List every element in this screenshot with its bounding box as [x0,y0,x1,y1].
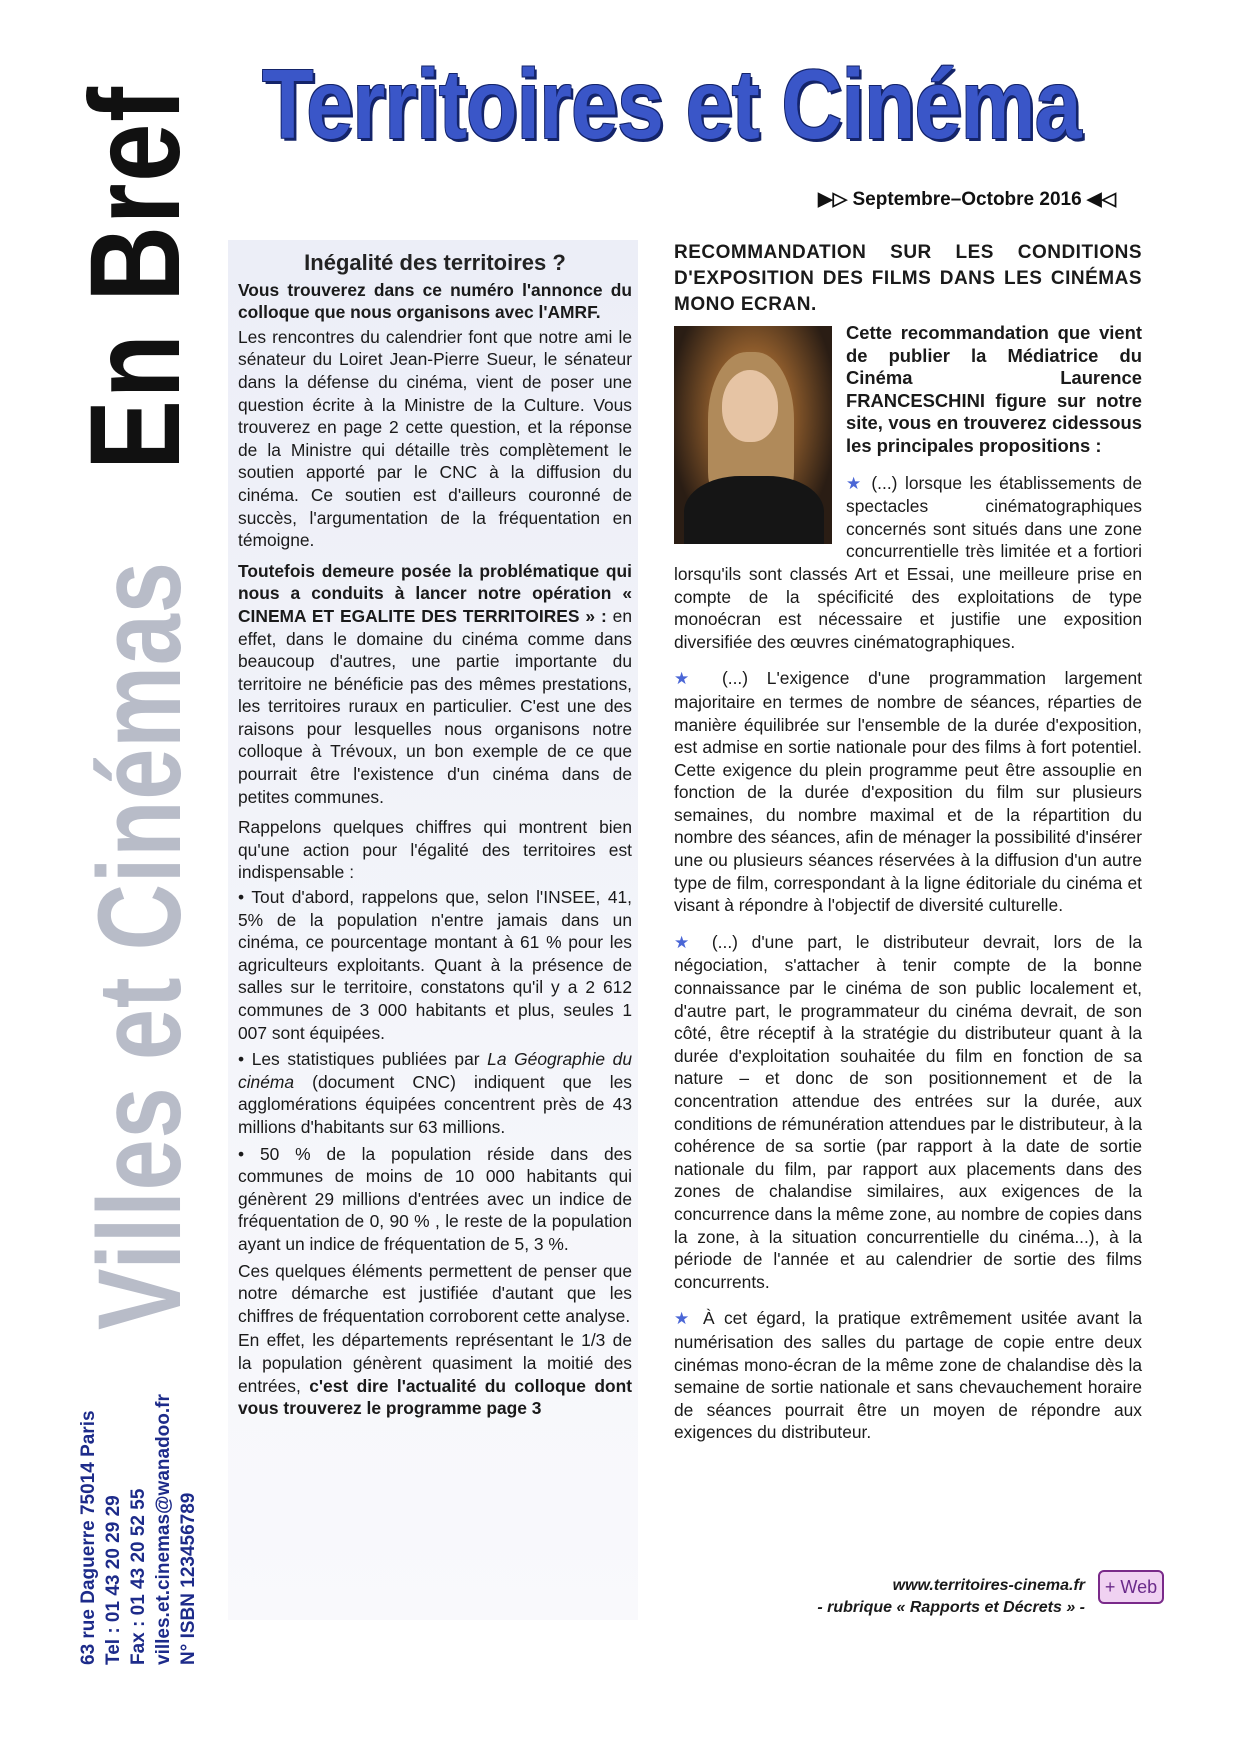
isbn-line: N° ISBN 123456789 [178,1492,199,1665]
fax-line: Fax : 01 43 20 52 55 [128,1488,149,1665]
proposal-item [674,667,1142,917]
en-bref-label: En Bref [64,85,207,471]
left-heading: Inégalité des territoires ? [304,250,566,275]
issue-date: ▶▷ Septembre–Octobre 2016 ◀◁ [818,189,1117,210]
proposal-item [674,1307,1142,1444]
paragraph: Ces quelques éléments permettent de penser que notre démarche est justifiée d'autant que les chiffres de fréquentation corroborent cette analyse. [238,1260,632,1326]
intro-paragraph: Vous trouverez dans ce numéro l'annonce du colloque que nous organisons avec l'AMRF. [238,279,632,323]
portrait-body [684,476,824,544]
web-badge-button[interactable]: + Web [1098,1570,1164,1604]
left-column [238,252,632,1428]
star-icon: ★ [846,473,864,493]
paragraph [238,1329,632,1419]
bullet-text: (document CNC) indiquent que les agglomérations équipées concentrent près de 43 millions d'habitants sur 63 millions. [238,1071,632,1137]
paragraph: Les rencontres du calendrier font que notre ami le sénateur du Loiret Jean-Pierre Sueur, le sénateur dans la défense du cinéma, vient de poser une question écrite à la Ministre de la Culture. Vous trouverez en page 2 cette question, et la réponse de la Ministre qui détaille très complètement le soutien apporté par le CNC à la diffusion du cinéma. Ce soutien est d'ailleurs couronné de succès, l'argumentation de la fréquentation en témoigne. [238,326,632,551]
proposal-item [674,931,1142,1294]
footer-reference [745,1575,1085,1619]
proposal-text: (...) d'une part, le distributeur devrait, lors de la négociation, s'attacher à tenir compte de la bonne connaissance par le cinéma de son public localement et, d'autre part, le programmateur du cinéma devrait, de son côté, être réceptif à la stratégie du distributeur quant à la durée d'exploitation souhaitée du film en fonction de sa nature – et donc de son positionnement et de la concentration attendue des entrées sur la durée, aux conditions de rémunération attendues par le distributeur, à la cohérence de sa sortie (par rapport à la date de sortie nationale du film, par rapport aux placements dans des zones de chalandise similaires, aux exigences de la concurrence dans la même zone, au nombre de copies dans la zone, à la situation concurrentielle du cinéma...), à la période de l'année et au calendrier de sortie des films concurrents. [674,931,1142,1292]
paragraph: Rappelons quelques chiffres qui montrent bien qu'une action pour l'égalité des territoires est indispensable : [238,817,632,883]
proposal-text: (...) lorsque les établissements de spectacles cinématographiques concernés sont situés dans une zone concurrentielle très limitée et a fortiori lorsqu'ils sont classés Art et Essai, une meilleure prise en compte de la spécificité des exploitations de type monoécran est nécessaire et justifie une exposition diversifiée des œuvres cinématographiques. [674,472,1143,652]
star-icon: ★ [674,1309,694,1329]
star-icon: ★ [674,669,704,689]
bullet-item: • 50 % de la population réside dans des communes de moins de 10 000 habitants qui génèrent 29 millions d'entrées avec un indice de fréquentation de 0, 90 % , le reste de la population ayant un indice de fréquentation de 5, 3 %. [238,1143,632,1254]
star-icon: ★ [674,932,699,952]
email-link[interactable]: villes.et.cinemas@wanadoo.fr [153,1394,174,1665]
villes-et-cinemas-logo: Villes et Cinémas [74,561,206,1330]
bullet-item: • Tout d'abord, rappelons que, selon l'INSEE, 41, 5% de la population n'entre jamais dans un cinéma, ce pourcentage montant à 61 % pour les agriculteurs exploitants. Quant à la présence de salles sur le territoire, constatons qu'il y a 2 612 communes de 3 000 habitants et plus, seules 1 007 sont équipées. [238,887,632,1043]
page-title: Territoires et Cinéma [262,49,1081,159]
bullet-item [238,1048,632,1138]
right-column [674,240,1142,1452]
paragraph-bold: c'est dire l'actualité du colloque dont vous trouverez le programme page 3 [238,1375,632,1419]
paragraph-text: En effet, les départements représentant le 1/3 de la population génèrent quasiment la moitié des entrées, [238,1330,632,1396]
paragraph [238,560,632,809]
paragraph-bold: Toutefois demeure posée la problématique qui nous a conduits à lancer notre opération « CINEMA ET EGALITE DES TERRITOIRES » : [238,560,632,626]
rubrique-label: - rubrique « Rapports et Décrets » - [817,1599,1085,1616]
website-link[interactable]: www.territoires-cinema.fr [892,1577,1085,1594]
proposal-text: À cet égard, la pratique extrêmement usitée avant la numérisation des salles du partage de copie entre deux cinémas mono-écran de la même zone de chalandise dès la semaine de sortie nationale et sans chevauchement horaire de séances pourrait être un moyen de répondre aux exigences du distributeur. [674,1308,1142,1443]
proposal-text: (...) L'exigence d'une programmation largement majoritaire en termes de nombre de séances, réparties de manière équilibrée sur l'ensemble de la durée d'exposition, est admise en sortie nationale pour des films à fort potentiel. Cette exigence du plein programme peut être assouplie en fonction de la durée d'exposition du film sur plusieurs semaines, du nombre maximal et de la répartition du nombre des séances, afin de ménager la possibilité d'insérer une ou plusieurs séances réservées à la diffusion d'un autre type de film, correspondant à la ligne éditoriale du cinéma et visant à répondre à l'objectif de diversité culturelle. [674,668,1142,916]
bullet-italic: La Géographie du cinéma [238,1049,632,1092]
address-line: 63 rue Daguerre 75014 Paris [78,1410,99,1665]
recommendation-intro: Cette recommandation que vient de publier la Médiatrice du Cinéma Laurence FRANCESCHINI figure sur notre site, vous en trouverez cidessous les principales propositions : [846,322,1142,456]
bullet-text: • Les statistiques publiées par [238,1049,488,1070]
portrait-photo [674,326,832,544]
portrait-face [722,370,778,442]
paragraph-text: en effet, dans le domaine du cinéma comme dans beaucoup d'autres, une partie importante du territoire ne bénéficie pas des mêmes prestations, les territoires ruraux en particulier. C'est une des raisons pour lesquelles nous organisons notre colloque à Trévoux, un bon exemple de ce que pourrait être l'existence d'un cinéma dans de petites communes. [238,605,632,807]
tel-line: Tel : 01 43 20 29 29 [103,1495,124,1665]
recommendation-title: RECOMMANDATION SUR LES CONDITIONS D'EXPOSITION DES FILMS DANS LES CINÉMAS MONO ECRAN. [674,242,1142,315]
